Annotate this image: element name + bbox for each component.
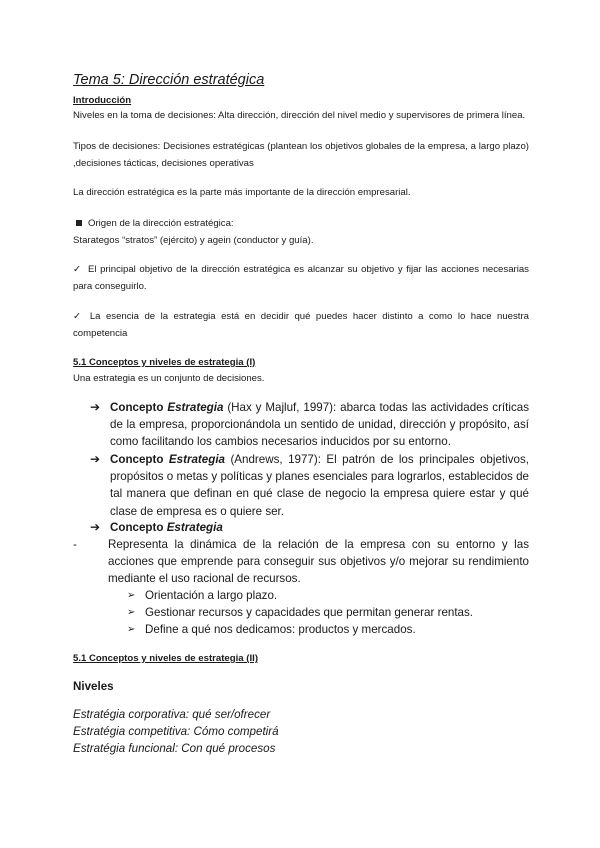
page-title: Tema 5: Dirección estratégica (73, 72, 265, 88)
check-item-1 (73, 262, 529, 295)
niveles-heading: Niveles (73, 680, 114, 693)
check-item-2-text: La esencia de la estrategia está en decidir qué puedes hacer distinto a como lo hace nuestra competencia (73, 311, 529, 339)
concept-term: Estrategia (166, 521, 223, 534)
check-item-1-text: El principal objetivo de la dirección estratégica es alcanzar su objetivo y fijar las acciones necesarias para conseguirlo. (73, 264, 529, 292)
sub-item-3-text: Define a qué nos dedicamos: productos y mercados. (145, 623, 416, 636)
level-competitive: Estratégia competitiva: Cómo competirá (73, 725, 279, 738)
intro-heading: Introducción (73, 95, 132, 106)
check-icon: ✓ (73, 264, 82, 275)
arrow-icon: ➔ (90, 400, 101, 414)
dash-item (73, 536, 529, 588)
concept-item-2 (90, 451, 529, 520)
arrow-icon: ➔ (90, 452, 101, 466)
section-1-heading: 5.1 Conceptos y niveles de estrategia (I) (73, 357, 256, 368)
origin-line (73, 216, 529, 233)
sub-item-1-text: Orientación a largo plazo. (145, 589, 278, 602)
intro-paragraph-importance: La dirección estratégica es la parte más importante de la dirección empresarial. (73, 187, 411, 198)
section-1-intro: Una estrategia es un conjunto de decisiones. (73, 373, 265, 384)
check-item-2 (73, 309, 529, 342)
sub-item-1 (127, 587, 529, 604)
level-functional: Estratégia funcional: Con qué procesos (73, 742, 276, 755)
concept-item-1-text: (Hax y Majluf, 1997): abarca todas las actividades críticas de la empresa, proporcionándola un sentido de unidad, dirección y propósito, así como facilitando los cambios necesarios inducidos por su entorno. (110, 401, 529, 449)
arrow-icon: ➔ (90, 520, 101, 534)
concept-label: Concepto (110, 521, 164, 534)
concept-label: Concepto (110, 401, 164, 414)
concept-item-2-text: (Andrews, 1977): El patrón de los principales objetivos, propósitos o metas y políticas y planes esenciales para lograrlos, establecidos de tal manera que definan en qué clase de negocio la empresa quiere estar y qué clase de empresa es o quiere ser. (110, 453, 529, 518)
square-bullet-icon (76, 220, 82, 226)
origin-label: Origen de la dirección estratégica: (88, 218, 234, 229)
check-icon: ✓ (73, 311, 84, 322)
intro-paragraph-levels: Niveles en la toma de decisiones: Alta dirección, dirección del nivel medio y supervisores de primera línea. (73, 110, 526, 121)
origin-text: Starategos “stratos” (ejército) y agein (conductor y guía). (73, 235, 314, 246)
triangle-bullet-icon: ➢ (127, 607, 136, 618)
section-2-heading: 5.1 Conceptos y niveles de estrategia (II) (73, 653, 259, 664)
triangle-bullet-icon: ➢ (127, 624, 136, 635)
concept-term: Estrategia (167, 401, 224, 414)
triangle-bullet-icon: ➢ (127, 590, 136, 601)
level-corporate: Estratégia corporativa: qué ser/ofrecer (73, 708, 271, 721)
sub-item-2 (127, 604, 529, 621)
sub-item-3 (127, 621, 529, 638)
concept-item-3 (90, 519, 529, 536)
concept-term: Estrategia (168, 453, 225, 466)
concept-label: Concepto (110, 453, 164, 466)
sub-item-2-text: Gestionar recursos y capacidades que permitan generar rentas. (145, 606, 474, 619)
dash-item-text: Representa la dinámica de la relación de la empresa con su entorno y las acciones que emprende para conseguir sus objetivos y/o mejorar su rendimiento mediante el uso racional de recursos. (108, 538, 529, 586)
concept-item-1 (90, 399, 529, 451)
dash-bullet: - (73, 538, 77, 551)
intro-paragraph-types: Tipos de decisiones: Decisiones estratégicas (plantean los objetivos globales de la empresa, a largo plazo) ,decisiones tácticas, decisiones operativas (73, 141, 529, 169)
